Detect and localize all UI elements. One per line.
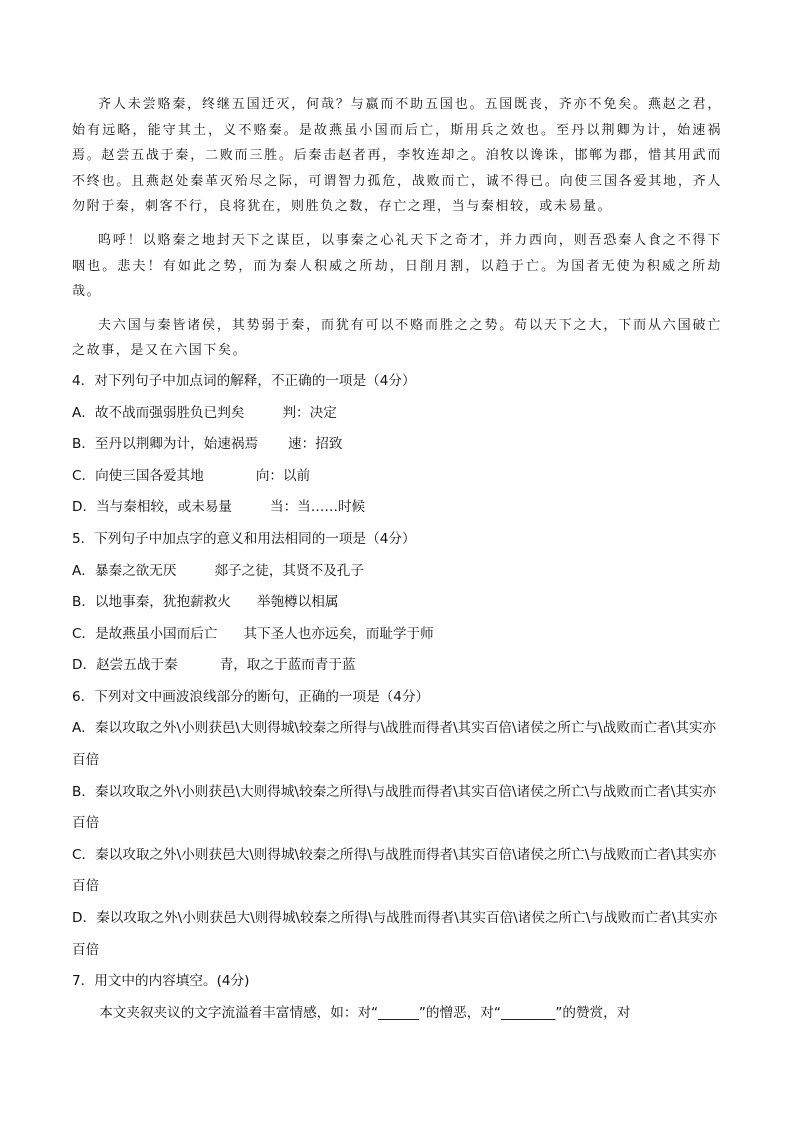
question-7-stem: 7．用文中的内容填空。(4分) xyxy=(72,973,250,990)
fill-text-mid: ”的憎恶，对“ xyxy=(418,1004,501,1021)
option-explanation: 当：当……时候 xyxy=(270,499,366,516)
option-sentence: 当与秦相较，或未易量 xyxy=(96,499,232,516)
option-text: 秦以攻取之外\小则获邑大\则得城\较秦之所得\与战胜而得者\其实百倍\诸侯之所亡\与战败而亡者\其实亦百倍 xyxy=(72,910,718,958)
question-6 xyxy=(72,682,722,966)
option-label: D． xyxy=(72,657,97,674)
option-label: A． xyxy=(72,720,95,737)
option-compare: 举匏樽以相属 xyxy=(256,594,339,611)
question-4-option-b xyxy=(72,429,722,461)
question-5-option-c xyxy=(72,619,722,651)
passage-paragraph-1: 齐人未尝赂秦，终继五国迁灭，何哉？与嬴而不助五国也。五国既丧，齐亦不免矣。燕赵之君，始有远略，能守其土，义不赂秦。是故燕虽小国而后亡，斯用兵之效也。至丹以荆卿为计，始速祸焉。赵尝五战于秦，二败而三胜。后秦击赵者再，李牧连却之。洎牧以谗诛，邯郸为郡，惜其用武而不终也。且燕赵处秦革灭殆尽之际，可谓智力孤危，战败而亡，诚不得已。向使三国各爱其地，齐人勿附于秦，刺客不行，良将犹在，则胜负之数，存亡之理，当与秦相较，或未易量。 xyxy=(72,97,722,215)
option-explanation: 速：招致 xyxy=(288,436,343,453)
option-text: 秦以攻取之外\小则获邑\大则得城\较秦之所得与\战胜而得者\其实百倍\诸侯之所亡与\战败而亡者\其实亦百倍 xyxy=(72,720,717,769)
option-sentence: 以地事秦，犹抱薪救火 xyxy=(94,594,231,611)
option-sentence: 赵尝五战于秦 xyxy=(96,657,178,674)
option-text: 秦以攻取之外\小则获邑\大则得城\较秦之所得\与战胜而得者\其实百倍\诸侯之所亡\与战败而亡者\其实亦百倍 xyxy=(72,783,717,832)
option-text: 秦以攻取之外\小则获邑大\则得城\较秦之所得\与战胜而得者\其实百倍\诸侯之所亡\与战败而亡者\其实亦百倍 xyxy=(72,846,717,895)
option-compare: 郯子之徒，其贤不及孔子 xyxy=(214,562,364,579)
option-explanation: 判：决定 xyxy=(282,404,337,421)
passage-paragraph-3: 夫六国与秦皆诸侯，其势弱于秦，而犹有可以不赂而胜之之势。苟以天下之大，下而从六国破亡之故事，是又在六国下矣。 xyxy=(72,317,722,359)
question-6-option-c xyxy=(72,840,722,903)
question-6-option-b xyxy=(72,777,722,840)
question-4-stem: 4．对下列句子中加点词的解释，不正确的一项是（4分） xyxy=(72,372,416,389)
question-4-option-d xyxy=(72,492,722,524)
questions-section xyxy=(72,366,722,1029)
option-label: B． xyxy=(72,436,95,453)
option-label: C． xyxy=(72,467,96,484)
option-compare: 其下圣人也亦远矣，而耻学于师 xyxy=(243,625,434,642)
option-label: B． xyxy=(72,783,95,800)
passage-paragraph-2: 呜呼！以赂秦之地封天下之谋臣，以事秦之心礼天下之奇才，并力西向，则吾恐秦人食之不得下咽也。悲夫！有如此之势，而为秦人积威之所劫，日削月割，以趋于亡。为国者无使为积威之所劫哉。 xyxy=(72,232,722,300)
classical-passage xyxy=(72,92,722,364)
option-label: C． xyxy=(72,846,96,863)
fill-blank-1[interactable]: ______ xyxy=(378,1004,419,1021)
option-sentence: 至丹以荆卿为计，始速祸焉 xyxy=(94,436,259,453)
question-5-option-a xyxy=(72,556,722,588)
question-5-option-b xyxy=(72,587,722,619)
question-4-option-a xyxy=(72,398,722,430)
question-6-option-d xyxy=(72,903,722,966)
option-sentence: 是故燕虽小国而后亡 xyxy=(95,625,218,642)
option-label: B． xyxy=(72,594,95,611)
option-compare: 青，取之于蓝而青于蓝 xyxy=(219,657,356,674)
fill-text-end: ”的赞赏，对 xyxy=(555,1004,631,1021)
option-label: D． xyxy=(72,910,97,927)
option-sentence: 暴秦之欲无厌 xyxy=(94,562,177,579)
question-7 xyxy=(72,966,722,1029)
option-label: A． xyxy=(72,562,95,579)
question-7-fill-line xyxy=(72,998,722,1030)
option-sentence: 故不战而强弱胜负已判矣 xyxy=(94,404,245,421)
question-5 xyxy=(72,524,722,682)
question-6-stem: 6．下列对文中画波浪线部分的断句，正确的一项是（4分） xyxy=(72,688,430,705)
question-5-option-d xyxy=(72,650,722,682)
option-label: A． xyxy=(72,404,95,421)
fill-blank-2[interactable]: ________ xyxy=(500,1004,556,1021)
option-label: D． xyxy=(72,499,97,516)
question-4-option-c xyxy=(72,461,722,493)
option-explanation: 向：以前 xyxy=(255,467,311,484)
document-content xyxy=(72,92,722,1029)
question-5-stem: 5．下列句子中加点字的意义和用法相同的一项是（4分） xyxy=(72,530,416,547)
option-label: C． xyxy=(72,625,96,642)
question-6-option-a xyxy=(72,713,722,776)
question-4 xyxy=(72,366,722,524)
fill-text-start: 本文夹叙夹议的文字流溢着丰富情感，如：对“ xyxy=(99,1004,379,1021)
option-sentence: 向使三国各爱其地 xyxy=(95,467,204,484)
